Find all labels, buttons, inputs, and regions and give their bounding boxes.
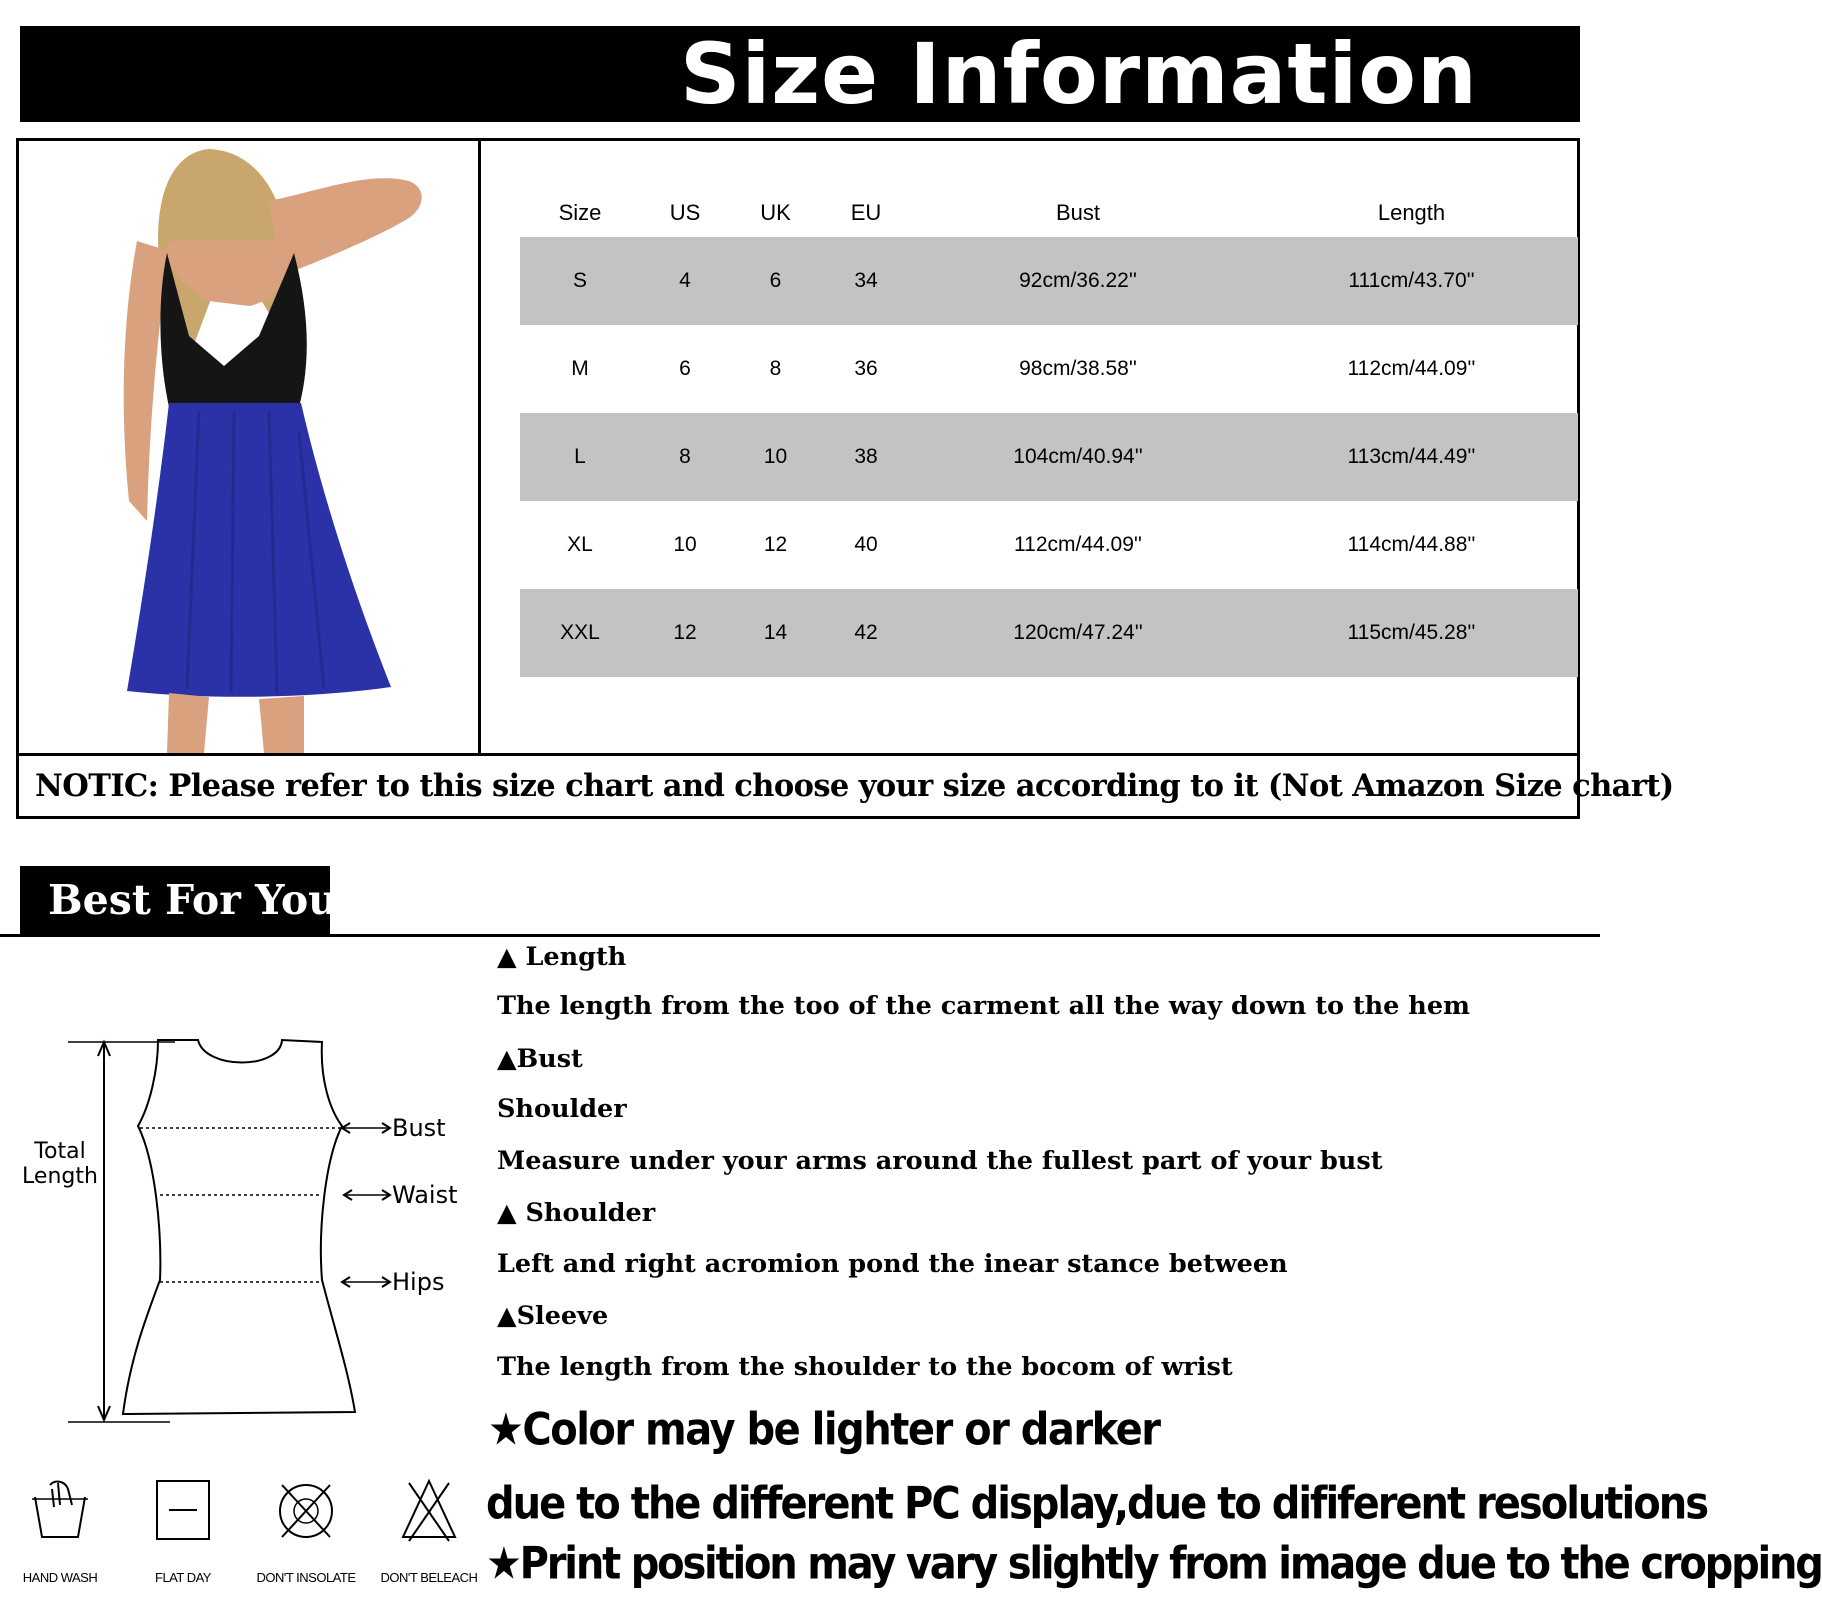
- do-not-bleach-label: DON'T BELEACH: [380, 1570, 478, 1585]
- eu-cell: 42: [821, 589, 911, 677]
- hand-wash-label: HAND WASH: [22, 1570, 98, 1585]
- header-size: Size: [558, 200, 602, 225]
- care-do-not-insolate: [246, 1475, 366, 1595]
- uk-cell: 8: [769, 357, 782, 380]
- table-row: [520, 413, 1578, 501]
- product-photo: [19, 141, 481, 753]
- desc-length-text: The length from the too of the carment all the way down to the hem: [497, 991, 1471, 1021]
- size-cell: XXL: [520, 589, 640, 677]
- length-cell: 114cm/44.88'': [1347, 533, 1476, 556]
- header-us: US: [669, 200, 701, 225]
- table-row: [520, 589, 1578, 677]
- eu-cell: 40: [854, 533, 878, 556]
- page-title: Size Information: [680, 25, 1478, 123]
- flat-dry-icon: [153, 1475, 213, 1545]
- dress-model-image: [19, 141, 475, 753]
- measurement-diagram: [0, 1030, 480, 1430]
- table-row: [520, 501, 1578, 589]
- notice-row: [19, 753, 1674, 816]
- do-not-bleach-icon: [399, 1475, 459, 1545]
- table-row: [520, 325, 1578, 413]
- section-divider: [0, 934, 1600, 937]
- eu-cell: 34: [821, 237, 911, 325]
- bust-label: Bust: [392, 1114, 446, 1142]
- size-cell: M: [571, 357, 589, 380]
- hips-label: Hips: [392, 1268, 445, 1296]
- length-cell: 115cm/45.28'': [1245, 589, 1578, 677]
- uk-cell: 12: [763, 533, 788, 556]
- length-cell: 112cm/44.09'': [1347, 357, 1476, 380]
- desc-shoulder-word: Shoulder: [497, 1094, 627, 1124]
- title-banner: [20, 26, 1580, 122]
- do-not-insolate-icon: [276, 1475, 336, 1545]
- desc-shoulder-text: Left and right acromion pond the inear stance between: [497, 1249, 1288, 1279]
- color-note: ★Color may be lighter or darker: [488, 1404, 1160, 1456]
- do-not-insolate-label: DON'T INSOLATE: [256, 1570, 356, 1585]
- flat-dry-label: FLAT DAY: [155, 1570, 211, 1585]
- desc-shoulder-heading: ▲ Shoulder: [497, 1198, 656, 1228]
- size-table: [520, 189, 1578, 677]
- care-hand-wash: [0, 1475, 120, 1595]
- bust-cell: 98cm/38.58'': [1019, 357, 1137, 380]
- size-table-area: [481, 141, 1577, 753]
- bust-cell: 104cm/40.94'': [911, 413, 1245, 501]
- us-cell: 8: [640, 413, 730, 501]
- desc-sleeve-text: The length from the shoulder to the bocom of wrist: [497, 1352, 1233, 1382]
- hand-wash-icon: [30, 1475, 90, 1545]
- care-do-not-bleach: [369, 1475, 489, 1595]
- waist-label: Waist: [392, 1181, 458, 1209]
- us-cell: 10: [673, 533, 697, 556]
- header-bust: Bust: [1055, 200, 1101, 225]
- length-cell: 111cm/43.70'': [1245, 237, 1578, 325]
- total-length-label-1: Total: [34, 1139, 86, 1164]
- print-note: ★Print position may vary slightly from image due to the cropping: [486, 1538, 1822, 1590]
- bust-cell: 92cm/36.22'': [911, 237, 1245, 325]
- table-row: [520, 237, 1578, 325]
- dress-outline-icon: [68, 1040, 390, 1422]
- display-note: due to the different PC display,due to dififerent resolutions: [486, 1478, 1708, 1530]
- table-header-row: [520, 189, 1578, 237]
- desc-length-heading: ▲ Length: [497, 942, 627, 972]
- header-length: Length: [1377, 200, 1446, 225]
- size-cell: XL: [567, 533, 593, 556]
- bust-cell: 112cm/44.09'': [1014, 533, 1142, 556]
- best-for-you-heading: Best For You: [48, 876, 338, 924]
- best-for-you-tab: [20, 866, 338, 936]
- size-cell: S: [520, 237, 640, 325]
- desc-sleeve-heading: ▲Sleeve: [497, 1301, 609, 1331]
- size-cell: L: [520, 413, 640, 501]
- eu-cell: 38: [821, 413, 911, 501]
- us-cell: 4: [640, 237, 730, 325]
- us-cell: 12: [640, 589, 730, 677]
- uk-cell: 10: [730, 413, 821, 501]
- size-chart-box: [16, 138, 1674, 819]
- bust-cell: 120cm/47.24'': [911, 589, 1245, 677]
- us-cell: 6: [679, 357, 691, 380]
- total-length-label-2: Length: [22, 1164, 98, 1189]
- length-cell: 113cm/44.49'': [1245, 413, 1578, 501]
- header-uk: UK: [760, 200, 791, 225]
- desc-bust-text: Measure under your arms around the fullest part of your bust: [497, 1146, 1383, 1176]
- uk-cell: 14: [730, 589, 821, 677]
- uk-cell: 6: [730, 237, 821, 325]
- header-eu: EU: [850, 200, 882, 225]
- eu-cell: 36: [854, 357, 878, 380]
- care-flat-dry: [123, 1475, 243, 1595]
- desc-bust-heading: ▲Bust: [497, 1044, 583, 1074]
- size-notice: NOTIC: Please refer to this size chart and choose your size according to it (Not Amazon Size chart): [35, 768, 1674, 804]
